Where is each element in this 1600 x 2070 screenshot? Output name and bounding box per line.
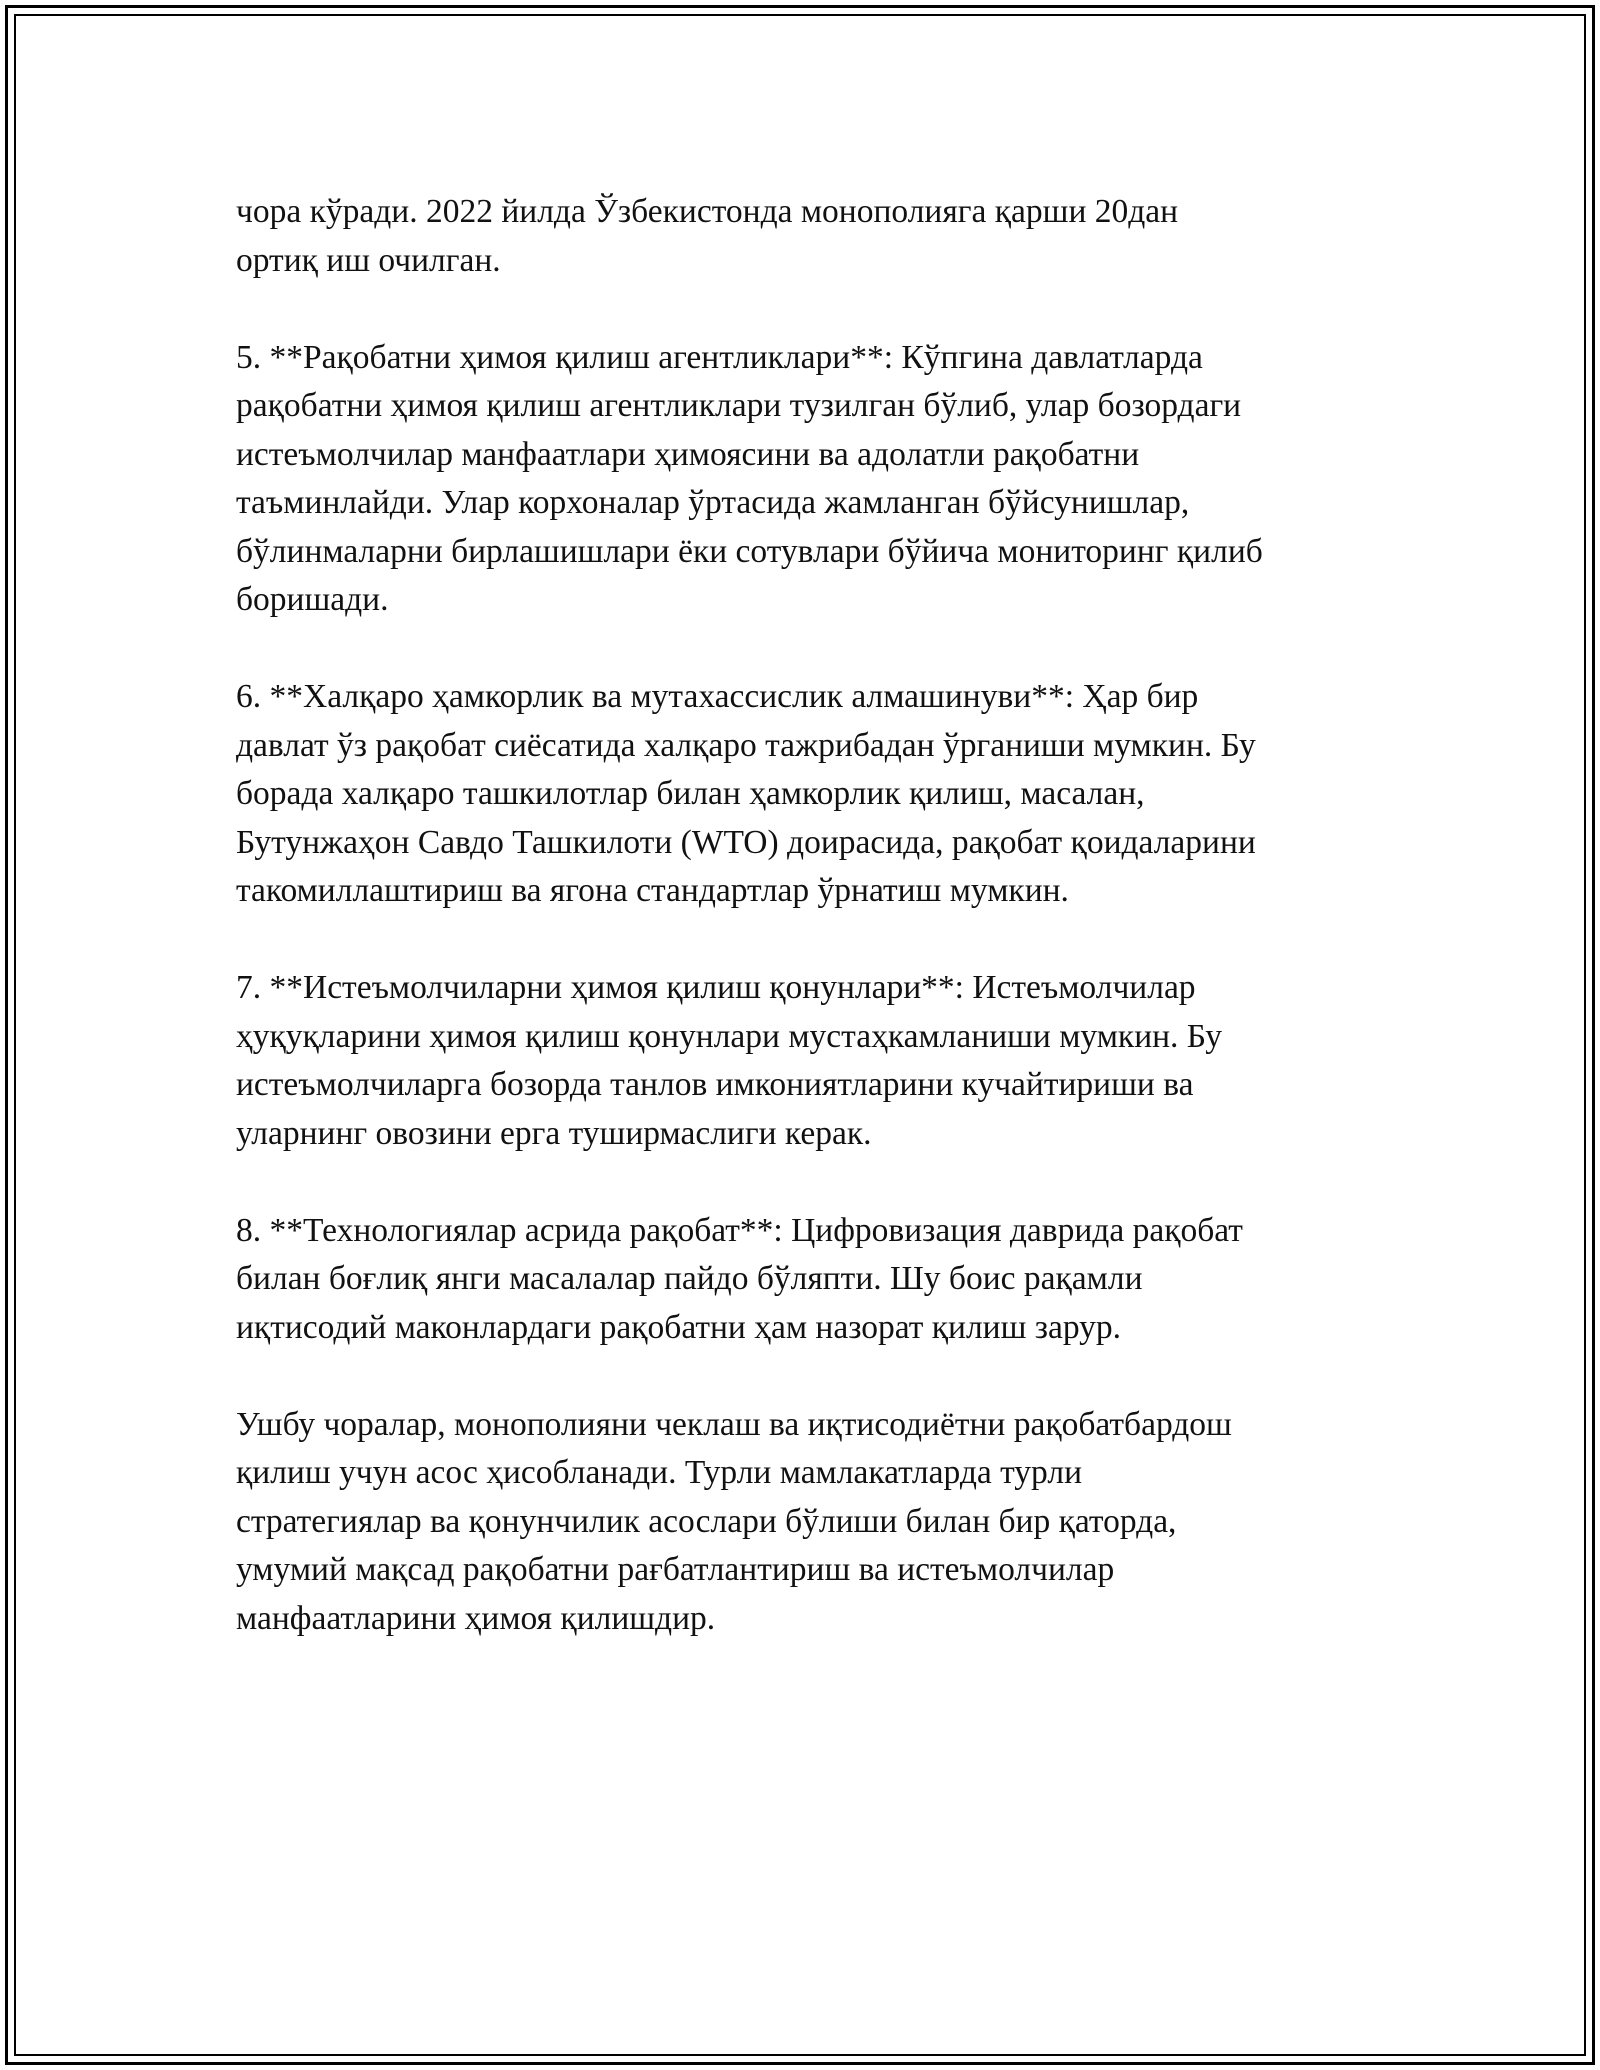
paragraph-item-5: 5. **Рақобатни ҳимоя қилиш агентликлари**: Кўпгина давлатларда рақобатни ҳимоя қилиш агентликлари тузилган бўлиб, улар бозордаги истеъмолчилар манфаатлари ҳимоясини ва адолатли рақобатни таъминлайди. Улар корхоналар ўртасида жамланган бўйсунишлар, бўлинмаларни бирлашишлари ёки сотувлари бўйича мониторинг қилиб боришади. [236, 338, 1263, 618]
paragraph-item-6: 6. **Халқаро ҳамкорлик ва мутахассислик алмашинуви**: Ҳар бир давлат ўз рақобат сиёсатида халқаро тажрибадан ўрганиши мумкин. Бу борада халқаро ташкилотлар билан ҳамкорлик қилиш, масалан, Бутунжаҳон Савдо Ташкилоти (WTO) доирасида, рақобат қоидаларини такомиллаштириш ва ягона стандартлар ўрнатиш мумкин. [236, 678, 1256, 909]
paragraph-conclusion: Ушбу чоралар, монополияни чеклаш ва иқтисодиётни рақобатбардош қилиш учун асос ҳисобланади. Турли мамлакатларда турли стратегиялар ва қонунчилик асослари бўлиши билан бир қаторда, умумий мақсад рақобатни рағбатлантириш ва истеъмолчилар манфаатларини ҳимоя қилишдир. [236, 1405, 1232, 1637]
paragraph-continuation: чора кўради. 2022 йилда Ўзбекистонда монополияга қарши 20дан ортиқ иш очилган. [236, 193, 1179, 279]
paragraph-item-8: 8. **Технологиялар асрида рақобат**: Цифровизация даврида рақобат билан боғлиқ янги масалалар пайдо бўляпти. Шу боис рақамли иқтисодий маконлардаги рақобатни ҳам назорат қилиш зарур. [236, 1211, 1243, 1346]
document-body [236, 188, 1386, 1643]
paragraph-item-7: 7. **Истеъмолчиларни ҳимоя қилиш қонунлари**: Истеъмолчилар ҳуқуқларини ҳимоя қилиш қонунлари мустаҳкамланиши мумкин. Бу истеъмолчиларга бозорда танлов имкониятларини кучайтириши ва уларнинг овозини ерга туширмаслиги керак. [236, 969, 1222, 1152]
